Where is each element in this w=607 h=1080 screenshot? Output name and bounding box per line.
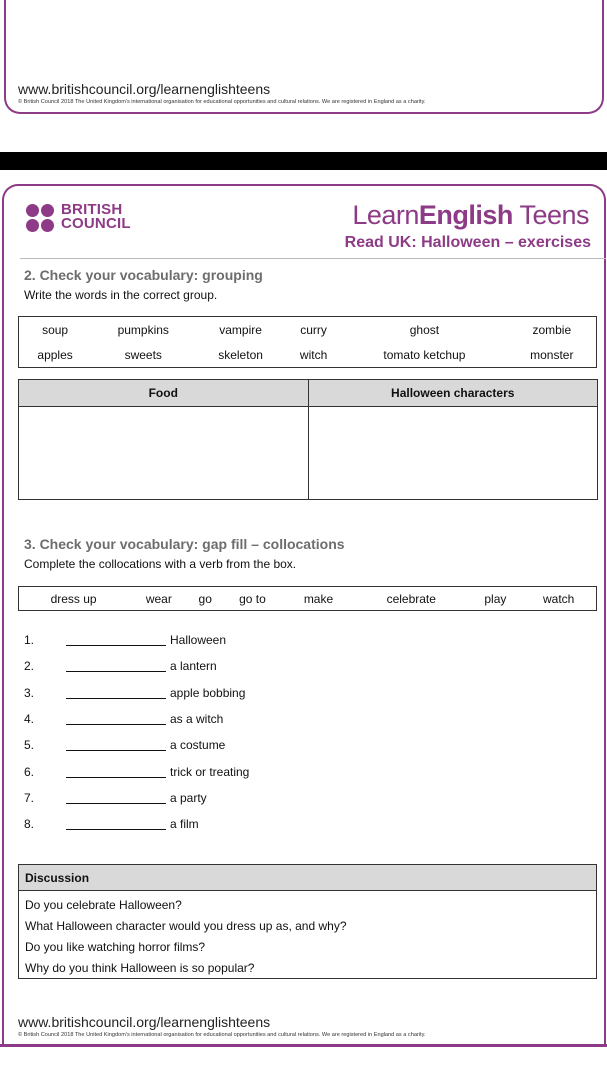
word-tomato-ketchup: tomato ketchup <box>383 347 466 362</box>
verb-wear: wear <box>145 591 172 606</box>
learnenglish-teens-brand <box>352 200 589 231</box>
gap-text: a party <box>170 791 207 805</box>
gap-answer-blank[interactable] <box>66 645 166 646</box>
verb-celebrate: celebrate <box>386 591 436 606</box>
gap-item <box>24 738 424 758</box>
food-answer-cell[interactable] <box>19 407 309 500</box>
footer-url: www.britishcouncil.org/learnenglishteens <box>18 1014 271 1030</box>
verb-go-to: go to <box>239 591 266 606</box>
verb-dress-up: dress up <box>50 591 97 606</box>
gap-number: 8. <box>24 817 35 831</box>
section3-title: 3. Check your vocabulary: gap fill – collocations <box>24 536 345 552</box>
grouping-table <box>18 379 598 500</box>
gap-number: 1. <box>24 633 35 647</box>
verb-make: make <box>303 591 334 606</box>
halloween-column-header: Halloween characters <box>308 380 598 407</box>
discussion-question: Why do you think Halloween is so popular? <box>25 960 255 975</box>
gap-answer-blank[interactable] <box>66 777 166 778</box>
gap-text: a lantern <box>170 659 217 673</box>
word-pumpkins: pumpkins <box>117 322 169 337</box>
gap-number: 3. <box>24 686 35 700</box>
gap-item <box>24 791 424 811</box>
gap-number: 4. <box>24 712 35 726</box>
section3-instruction: Complete the collocations with a verb from the box. <box>24 557 297 571</box>
gap-text: a costume <box>170 738 226 752</box>
word-skeleton: skeleton <box>218 347 263 362</box>
section2-instruction: Write the words in the correct group. <box>24 288 218 302</box>
word-zombie: zombie <box>532 322 572 337</box>
british-council-logo-text <box>61 203 131 231</box>
top-url: www.britishcouncil.org/learnenglishteens <box>18 81 271 97</box>
gap-item <box>24 712 424 732</box>
gap-item <box>24 633 424 653</box>
gap-text: apple bobbing <box>170 686 246 700</box>
word-ghost: ghost <box>409 322 440 337</box>
discussion-heading: Discussion <box>19 865 597 891</box>
verb-play: play <box>484 591 507 606</box>
gap-text: trick or treating <box>170 765 250 779</box>
brand-english: English <box>418 200 513 230</box>
gap-text: as a witch <box>170 712 224 726</box>
gap-number: 7. <box>24 791 35 805</box>
verb-box <box>18 586 597 611</box>
gap-number: 5. <box>24 738 35 752</box>
discussion-question: What Halloween character would you dress up as, and why? <box>25 918 347 933</box>
word-box <box>18 316 597 368</box>
top-copyright: © British Council 2018 The United Kingdom's international organisation for educational opportunities and cultural relations. We are registered in England as a charity. <box>18 99 426 105</box>
gap-answer-blank[interactable] <box>66 750 166 751</box>
gap-item <box>24 765 424 785</box>
word-witch: witch <box>299 347 328 362</box>
gap-answer-blank[interactable] <box>66 671 166 672</box>
logo-line2: COUNCIL <box>61 215 131 232</box>
gap-number: 2. <box>24 659 35 673</box>
word-sweets: sweets <box>124 347 162 362</box>
halloween-answer-cell[interactable] <box>308 407 598 500</box>
british-council-logo-icon <box>26 204 56 234</box>
gap-item <box>24 817 424 837</box>
verb-go: go <box>198 591 212 606</box>
gap-text: Halloween <box>170 633 227 647</box>
gap-answer-blank[interactable] <box>66 698 166 699</box>
logo-line1: BRITISH <box>61 201 123 218</box>
word-vampire: vampire <box>219 322 262 337</box>
gap-answer-blank[interactable] <box>66 803 166 804</box>
word-apples: apples <box>37 347 73 362</box>
header-divider <box>20 258 606 259</box>
section2-title: 2. Check your vocabulary: grouping <box>24 267 263 283</box>
brand-teens: Teens <box>512 200 589 230</box>
word-soup: soup <box>42 322 69 337</box>
footer-bottom-line <box>0 1044 607 1047</box>
gap-item <box>24 686 424 706</box>
gap-answer-blank[interactable] <box>66 724 166 725</box>
gap-item <box>24 659 424 679</box>
verb-watch: watch <box>542 591 575 606</box>
page-title: Read UK: Halloween – exercises <box>344 234 591 251</box>
gap-answer-blank[interactable] <box>66 829 166 830</box>
page-separator-bar <box>0 152 607 170</box>
word-curry: curry <box>300 322 327 337</box>
discussion-box <box>18 864 597 979</box>
footer-copyright: © British Council 2018 The United Kingdom's international organisation for educational opportunities and cultural relations. We are registered in England as a charity. <box>18 1032 426 1038</box>
gap-number: 6. <box>24 765 35 779</box>
gap-text: a film <box>170 817 199 831</box>
discussion-question: Do you like watching horror films? <box>25 939 206 954</box>
brand-learn: Learn <box>352 200 419 230</box>
food-column-header: Food <box>19 380 309 407</box>
discussion-question: Do you celebrate Halloween? <box>25 897 182 912</box>
word-monster: monster <box>530 347 574 362</box>
